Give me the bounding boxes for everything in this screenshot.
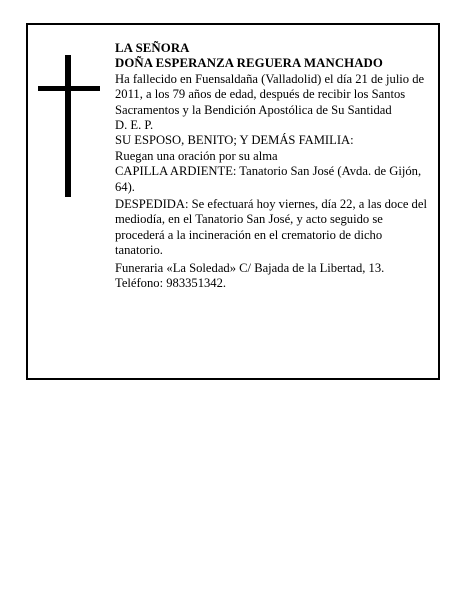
- cross-vertical-bar: [65, 55, 71, 197]
- obituary-notice: [26, 23, 440, 380]
- rip-abbreviation: D. E. P.: [115, 118, 154, 133]
- funeral-home-info: Funeraria «La Soledad» C/ Bajada de la Libertad, 13. Teléfono: 983351342.: [115, 260, 385, 291]
- deceased-name: DOÑA ESPERANZA REGUERA MANCHADO: [115, 56, 383, 71]
- obituary-text: [115, 41, 433, 292]
- prayer-request: Ruegan una oración por su alma: [115, 148, 278, 163]
- family-line: SU ESPOSO, BENITO; Y DEMÁS FAMILIA:: [115, 133, 354, 148]
- cross-icon: [38, 55, 100, 197]
- chapel-info: CAPILLA ARDIENTE: Tanatorio San José (Avda. de Gijón, 64).: [115, 164, 422, 194]
- farewell-info: DESPEDIDA: Se efectuará hoy viernes, día 22, a las doce del mediodía, en el Tanatorio San José, y acto seguido se procederá a la incineración en el crematorio de dicho tanatorio.: [115, 197, 427, 258]
- death-announcement: Ha fallecido en Fuensaldaña (Valladolid) el día 21 de julio de 2011, a los 79 años de edad, después de recibir los Santos Sacramentos y la Bendición Apostólica de Su Santidad: [115, 71, 425, 117]
- cross-horizontal-bar: [38, 86, 100, 91]
- notice-title: LA SEÑORA: [115, 41, 190, 55]
